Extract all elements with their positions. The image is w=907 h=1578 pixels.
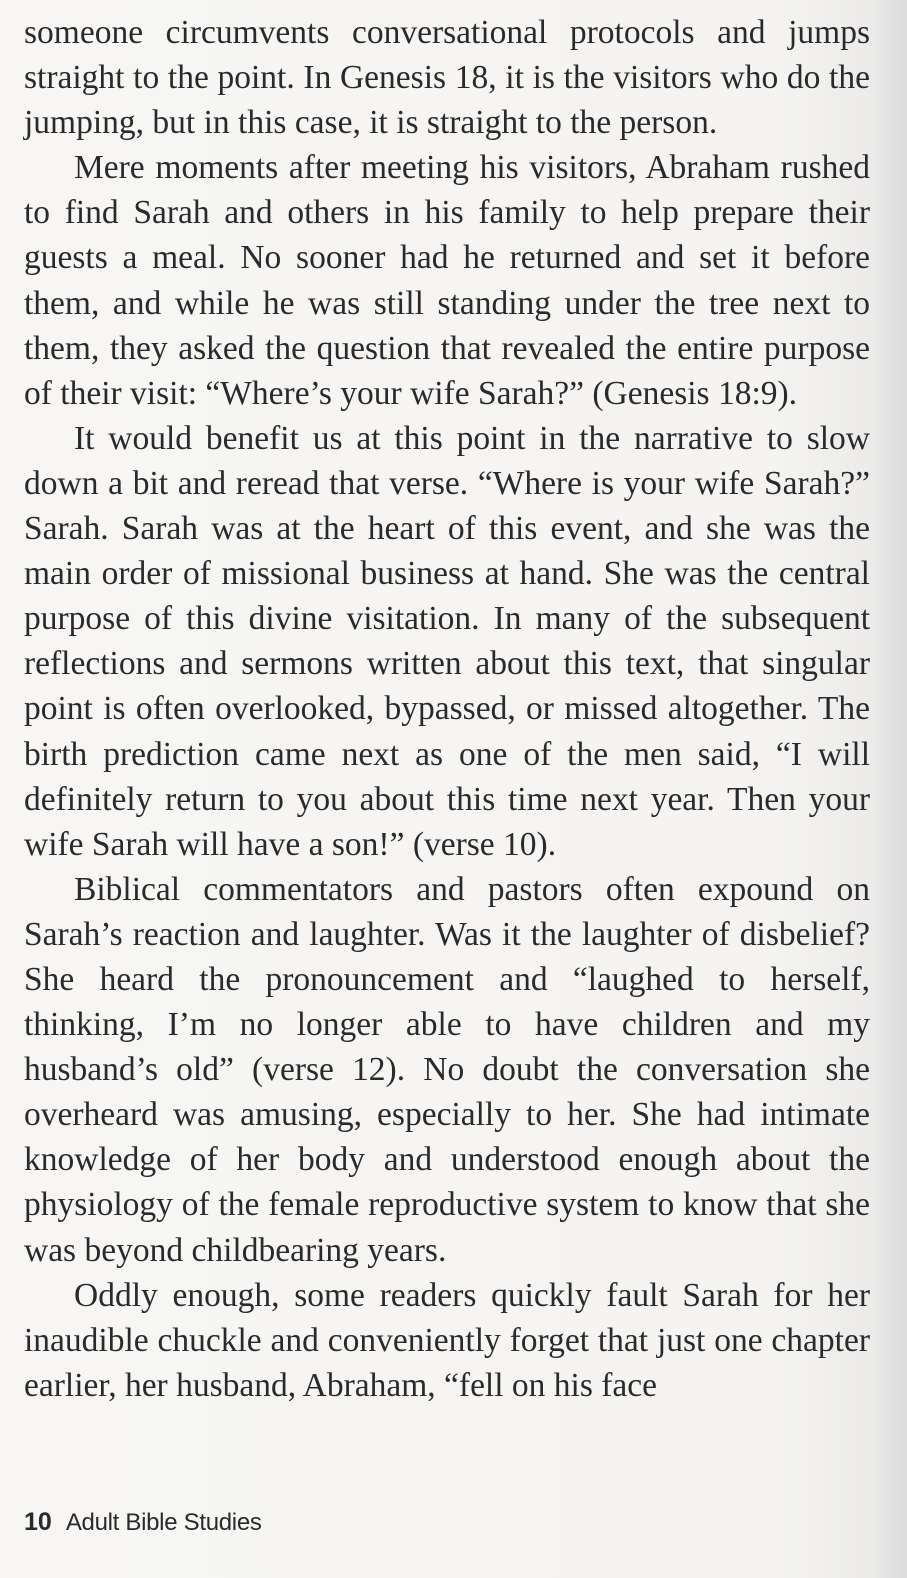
paragraph: It would benefit us at this point in the narrative to slow down a bit and reread that verse. “Where is your wife Sarah?” Sarah. Sarah was at the heart of this event, and she was the main order of missional business at hand. She was the central purpose of this divine visitation. In many of the subsequent reflections and sermons written about this text, that singular point is often overlooked, bypassed, or missed altogether. The birth prediction came next as one of the men said, “I will definitely return to you about this time next year. Then your wife Sarah will have a son!” (verse 10). bbox=[24, 419, 870, 863]
paragraph: Oddly enough, some readers quickly fault Sarah for her inaudible chuckle and conveniently forget that just one chapter earlier, her husband, Abraham, “fell on his face bbox=[24, 1276, 870, 1404]
paragraph-continued: someone circumvents conversational protocols and jumps straight to the point. In Genesis 18, it is the visitors who do the jumping, but in this case, it is straight to the person. bbox=[24, 14, 870, 142]
page-number: 10 bbox=[24, 1508, 52, 1536]
paragraph: Mere moments after meeting his visitors, Abraham rushed to find Sarah and others in his family to help prepare their guests a meal. No sooner had he returned and set it before them, and while he was still standing under the tree next to them, they asked the question that revealed the entire purpose of their visit: “Where’s your wife Sarah?” (Genesis 18:9). bbox=[24, 149, 870, 412]
running-title: Adult Bible Studies bbox=[65, 1509, 262, 1536]
paragraph: Biblical commentators and pastors often expound on Sarah’s reaction and laughter. Was it the laughter of disbelief? She heard the pronouncement and “laughed to herself, thinking, I’m no longer able to have children and my husband’s old” (verse 12). No doubt the conversation she overheard was amusing, especially to her. She had intimate knowledge of her body and understood enough about the physiology of the female reproductive system to know that she was beyond childbearing years. bbox=[24, 870, 870, 1269]
body-text bbox=[24, 10, 870, 1408]
page-footer bbox=[24, 1508, 262, 1538]
